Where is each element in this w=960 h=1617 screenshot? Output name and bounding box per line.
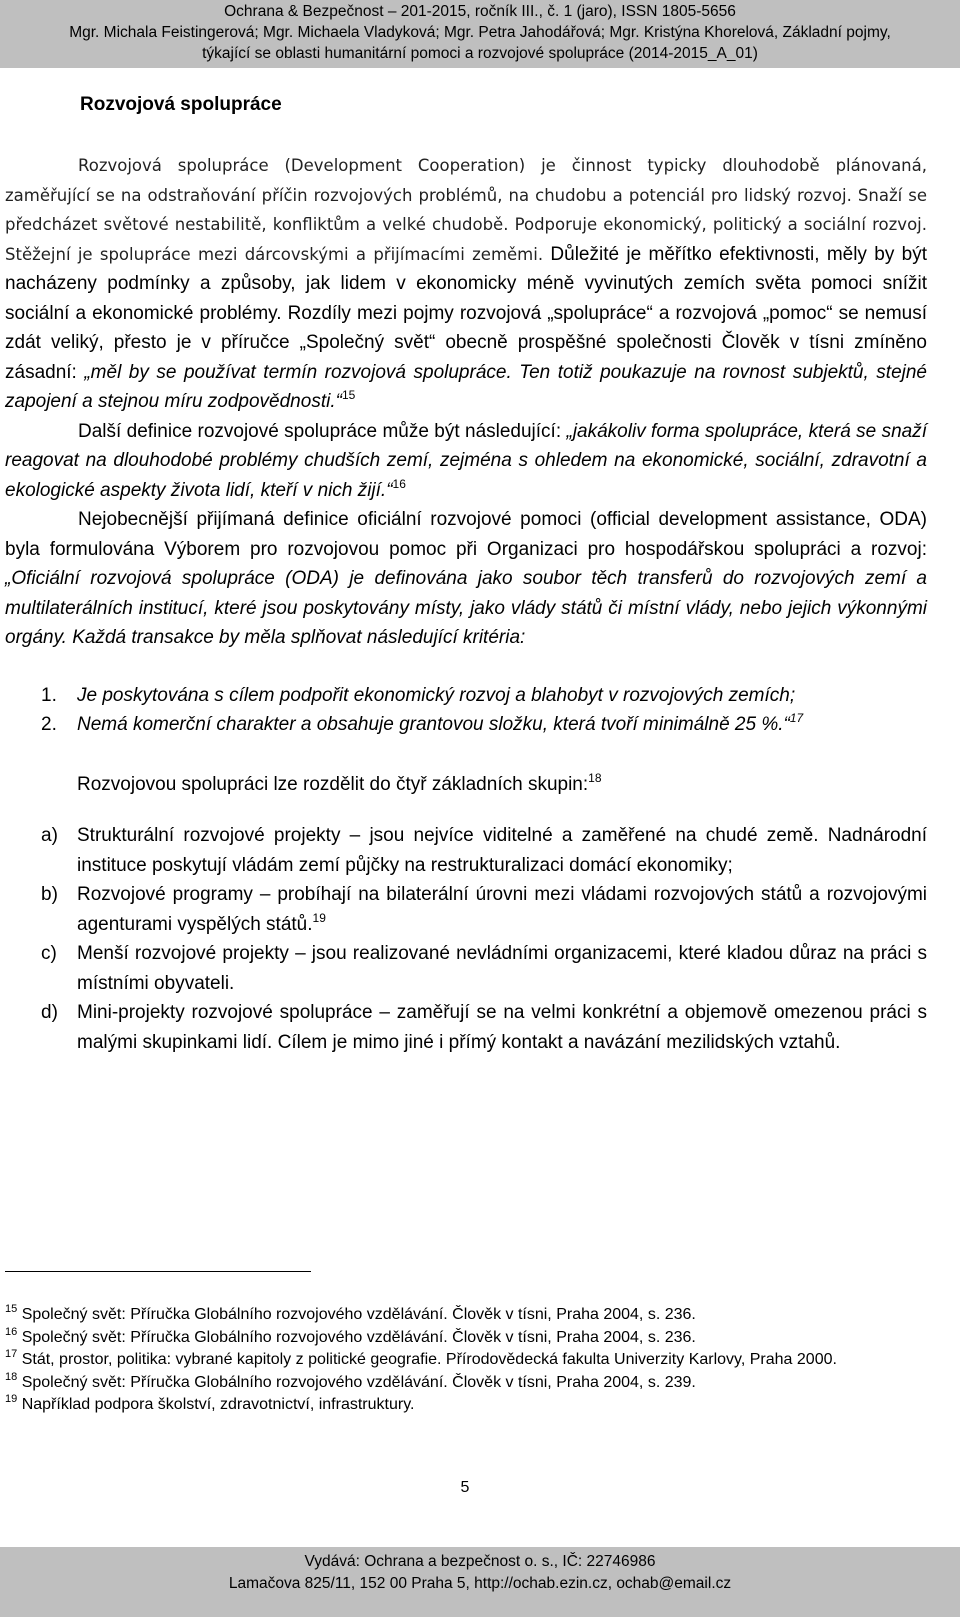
list-marker: 2. bbox=[41, 714, 57, 735]
footnote-number: 16 bbox=[5, 1325, 18, 1338]
criteria-list bbox=[5, 681, 927, 740]
list-item-text: Nemá komerční charakter a obsahuje grantovou složku, která tvoří minimálně 25 %.“ bbox=[77, 714, 790, 735]
header-authors-line: Mgr. Michala Feistingerová; Mgr. Michaela Vladyková; Mgr. Petra Jahodářová; Mgr. Kristýna Khorelová, Základní pojmy, bbox=[69, 24, 891, 41]
list-marker: a) bbox=[41, 825, 58, 846]
paragraph-definition bbox=[5, 151, 927, 417]
footnote-ref[interactable]: 16 bbox=[392, 476, 406, 491]
list-item bbox=[5, 880, 927, 939]
footer-publisher-line: Vydává: Ochrana a bezpečnost o. s., IČ: 22746986 bbox=[304, 1553, 656, 1570]
footnote-text: Stát, prostor, politika: vybrané kapitoly z politické geografie. Přírodovědecká fakulta Univerzity Karlovy, Praha 2000. bbox=[21, 1351, 837, 1368]
footnote bbox=[5, 1304, 927, 1327]
paragraph-alt-definition-quote: „jakákoliv forma spolupráce, která se snaží reagovat na dlouhodobé problémy chudších zemí, zejména s ohledem na ekonomické, sociální, zdravotní a ekologické aspekty života lidí, kteří v nich žijí.“ bbox=[5, 420, 928, 501]
footnote bbox=[5, 1394, 927, 1417]
list-item-text: Menší rozvojové projekty – jsou realizované nevládními organizacemi, které kladou důraz na práci s místními obyvateli. bbox=[77, 943, 927, 994]
footnote-text: Společný svět: Příručka Globálního rozvojového vzdělávání. Člověk v tísni, Praha 2004, s. 239. bbox=[21, 1373, 696, 1391]
footnote-divider bbox=[5, 1271, 311, 1272]
footnote-ref[interactable]: 18 bbox=[588, 770, 602, 785]
groups-list bbox=[5, 821, 927, 1057]
footnote-text: Společný svět: Příručka Globálního rozvojového vzdělávání. Člověk v tísni, Praha 2004, s. 236. bbox=[21, 1328, 696, 1346]
list-item-text: Strukturální rozvojové projekty – jsou nejvíce viditelné a zaměřené na chudé země. Nadnárodní instituce poskytují vládám zemí půjčky na restrukturalizaci domácí ekonomiky; bbox=[77, 825, 927, 876]
list-marker: c) bbox=[41, 943, 57, 964]
header-title-line: týkající se oblasti humanitární pomoci a rozvojové spolupráce (2014-2015_A_01) bbox=[202, 45, 758, 62]
footnote-number: 17 bbox=[5, 1348, 18, 1360]
footnotes bbox=[5, 1304, 927, 1417]
list-item bbox=[5, 681, 927, 711]
paragraph-alt-definition bbox=[5, 417, 927, 506]
page-header bbox=[0, 0, 960, 68]
paragraph-oda-quote: „Oficiální rozvojová spolupráce (ODA) je definována jako soubor těch transferů do rozvojových zemí a multilaterálních institucí, které jsou poskytovány místy, jako vlády států či místní vlády, nebo jejich výkonnými orgány. Každá transakce by měla splňovat následující kritéria: bbox=[5, 568, 927, 648]
list-item-text: Mini-projekty rozvojové spolupráce – zaměřují se na velmi konkrétní a objemově omezenou práci s malými skupinkami lidí. Cílem je mimo jiné i přímý kontakt a navázání mezilidských vztahů. bbox=[77, 1002, 927, 1053]
list-item-text: Je poskytována s cílem podpořit ekonomický rozvoj a blahobyt v rozvojových zemích; bbox=[77, 684, 796, 706]
main-content bbox=[5, 84, 927, 1057]
footnote-ref[interactable]: 17 bbox=[789, 711, 804, 725]
footnote-ref[interactable]: 15 bbox=[341, 388, 356, 402]
groups-intro-text: Rozvojovou spolupráci lze rozdělit do čtyř základních skupin: bbox=[77, 773, 589, 795]
paragraph-definition-body: Důležité je měřítko efektivnosti, měly by být nacházeny podmínky a způsoby, jak lidem v ekonomicky méně vyvinutých zemích světa pomoci snížit sociální a ekonomické problémy. Rozdíly mezi pojmy rozvojová „spolupráce“ a rozvojová „pomoc“ se nemusí zdát veliký, přesto je v příručce „Společný svět“ obecně prospěšné společnosti Člověk v tísni zmíněno zásadní: bbox=[5, 243, 927, 383]
footnote-text: Například podpora školství, zdravotnictví, infrastruktury. bbox=[21, 1396, 415, 1413]
page-number: 5 bbox=[460, 1479, 470, 1496]
footer-address-line: Lamačova 825/11, 152 00 Praha 5, http://ochab.ezin.cz, ochab@email.cz bbox=[228, 1575, 732, 1592]
groups-intro bbox=[77, 770, 927, 800]
paragraph-oda-lead: Nejobecnější přijímaná definice oficiální rozvojové pomoci (official development assistance, ODA) byla formulována Výborem pro rozvojovou pomoc při Organizaci pro hospodářskou spolupráci a rozvoj: bbox=[5, 509, 927, 560]
footnote-number: 18 bbox=[5, 1370, 18, 1383]
paragraph-oda bbox=[5, 505, 927, 653]
footnote-number: 15 bbox=[5, 1303, 18, 1315]
list-marker: d) bbox=[41, 1002, 58, 1023]
footnote-number: 19 bbox=[5, 1393, 18, 1405]
footnote-text: Společný svět: Příručka Globálního rozvojového vzdělávání. Člověk v tísni, Praha 2004, s. 236. bbox=[21, 1306, 696, 1323]
page-footer bbox=[0, 1547, 960, 1617]
footnote bbox=[5, 1349, 927, 1372]
list-marker: 1. bbox=[41, 684, 57, 706]
header-journal-line: Ochrana & Bezpečnost – 201-2015, ročník III., č. 1 (jaro), ISSN 1805-5656 bbox=[224, 3, 736, 20]
paragraph-definition-intro: Rozvojová spolupráce (Development Cooperation) je činnost typicky dlouhodobě plánovaná, zaměřující se na odstraňování příčin rozvojových problémů, na chudobu a potenciál pro lidský rozvoj. Snaží se předcházet světové nestabilitě, konfliktům a velké chudobě. Podporuje ekonomický, politický a sociální rozvoj. Stěžejní je spolupráce mezi dárcovskými a přijímacími zeměmi. bbox=[5, 156, 927, 264]
paragraph-alt-definition-lead: Další definice rozvojové spolupráce může být následující: bbox=[78, 420, 562, 442]
list-item-text: Rozvojové programy – probíhají na bilaterální úrovni mezi vládami rozvojových států a rozvojovými agenturami vyspělých států. bbox=[77, 884, 927, 935]
list-item bbox=[5, 939, 927, 998]
list-marker: b) bbox=[41, 884, 58, 905]
list-item bbox=[5, 710, 927, 740]
footnote-ref[interactable]: 19 bbox=[312, 910, 326, 925]
list-item bbox=[5, 998, 927, 1057]
footnote bbox=[5, 1327, 927, 1350]
list-item bbox=[5, 821, 927, 880]
section-heading: Rozvojová spolupráce bbox=[80, 94, 282, 115]
paragraph-definition-quote: „měl by se používat termín rozvojová spolupráce. Ten totiž poukazuje na rovnost subjektů, stejné zapojení a stejnou míru zodpovědnosti.“ bbox=[5, 361, 927, 412]
footnote bbox=[5, 1372, 927, 1395]
